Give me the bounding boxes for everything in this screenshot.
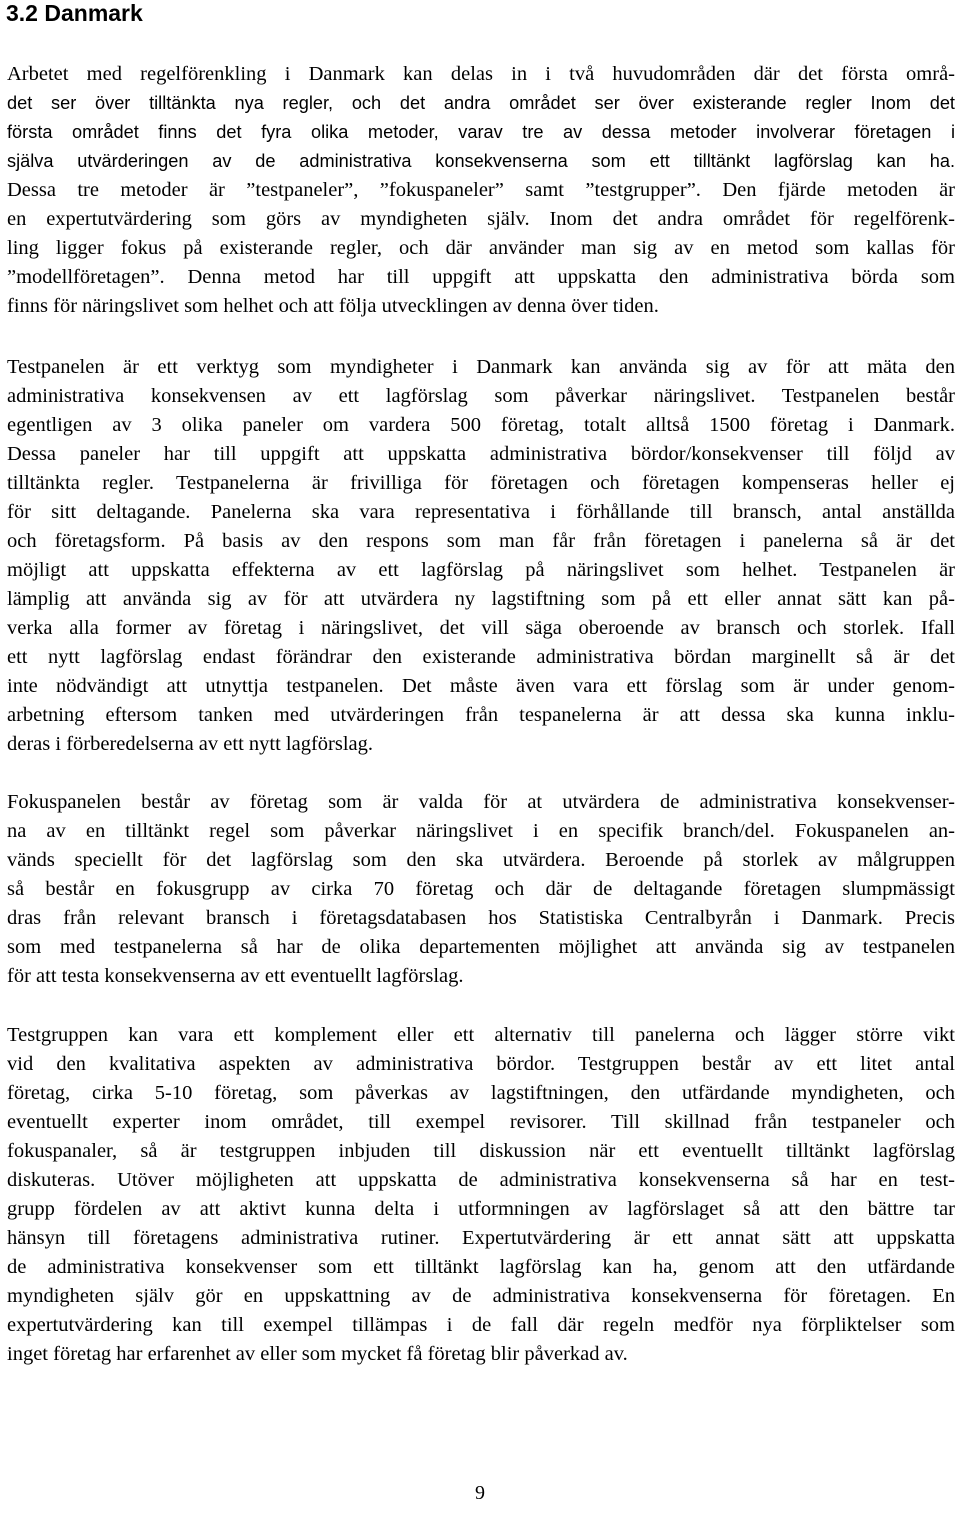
text-line: grupp fördelen av att aktivt kunna delta i utformningen av lagförslaget så att den bättre tar: [7, 1198, 955, 1220]
text-line: inget företag har erfarenhet av eller som mycket få företag blir påverkad av.: [7, 1343, 628, 1365]
text-line: för att testa konsekvenserna av ett eventuellt lagförslag.: [7, 965, 464, 987]
text-line: verka alla former av företag i näringslivet, det vill säga oberoende av bransch och storlek. Ifall: [7, 617, 955, 639]
text-line: det ser över tilltänkta nya regler, och det andra området ser över existerande regler Inom det: [7, 93, 955, 113]
text-line: inte nödvändigt att utnyttja testpanelen. Det måste även vara ett förslag som är under genom-: [7, 675, 955, 697]
text-line: som med testpanelerna så har de olika departementen möjlighet att använda sig av testpanelen: [7, 936, 955, 958]
text-line: arbetning eftersom tanken med utvärderingen från tespanelerna är att dessa ska kunna inklu-: [7, 704, 955, 726]
paragraph-testpanelen: [7, 353, 955, 759]
text-line: vid den kvalitativa aspekten av administrativa bördor. Testgruppen består av ett litet antal: [7, 1053, 955, 1075]
text-line: de administrativa konsekvenser som ett tilltänkt lagförslag kan ha, genom att den utfärdande: [7, 1256, 955, 1278]
text-line: ling ligger fokus på existerande regler, och där använder man sig av en metod som kallas för: [7, 237, 955, 259]
text-line: Dessa paneler har till uppgift att uppskatta administrativa bördor/konsekvenser till följd av: [7, 443, 955, 465]
page-number: 9: [475, 1482, 485, 1504]
text-line: för sitt deltagande. Panelerna ska vara representativa i förhållande till bransch, antal anställda: [7, 501, 955, 523]
text-line: diskuteras. Utöver möjligheten att uppskatta de administrativa konsekvenserna så har en test-: [7, 1169, 955, 1191]
text-line: dras från relevant bransch i företagsdatabasen hos Statistiska Centralbyrån i Danmark. Precis: [7, 907, 955, 929]
text-line: vänds speciellt för det lagförslag som den ska utvärdera. Beroende på storlek av målgruppen: [7, 849, 955, 871]
text-line: en expertutvärdering som görs av myndigheten själv. Inom det andra området för regelförenk-: [7, 208, 955, 230]
text-line: fokuspanaler, så är testgruppen inbjuden till diskussion när ett eventuellt tilltänkt lagförslag: [7, 1140, 955, 1162]
text-line: Testpanelen är ett verktyg som myndigheter i Danmark kan använda sig av för att mäta den: [7, 356, 955, 378]
text-line: myndigheten själv gör en uppskattning av de administrativa konsekvenserna för företagen. En: [7, 1285, 955, 1307]
text-line: deras i förberedelserna av ett nytt lagförslag.: [7, 733, 373, 755]
text-line: så består en fokusgrupp av cirka 70 företag och där de deltagande företagen slumpmässigt: [7, 878, 955, 900]
text-line: ett nytt lagförslag endast förändrar den existerande administrativa bördan marginellt så är det: [7, 646, 955, 668]
paragraph-testgruppen: [7, 1021, 955, 1369]
text-line: Dessa tre metoder är ”testpaneler”, ”fokuspaneler” samt ”testgrupper”. Den fjärde metoden är: [7, 179, 955, 201]
text-line: finns för näringslivet som helhet och att följa utvecklingen av denna över tiden.: [7, 295, 659, 317]
text-line: Arbetet med regelförenkling i Danmark kan delas in i två huvudområden där det första områ-: [7, 63, 955, 85]
text-line: lämplig att använda sig av för att utvärdera ny lagstiftning som på ett eller annat sätt kan på-: [7, 588, 955, 610]
paragraph-fokuspanelen: [7, 788, 955, 991]
text-line: möjligt att uppskatta effekterna av ett lagförslag på näringslivet som helhet. Testpanelen är: [7, 559, 955, 581]
text-line: och företagsform. På basis av den respons som man får från företagen i panelerna så är det: [7, 530, 955, 552]
text-line: ”modellföretagen”. Denna metod har till uppgift att uppskatta den administrativa börda som: [7, 266, 955, 288]
text-line: företag, cirka 5-10 företag, som påverkas av lagstiftningen, den utfärdande myndigheten, och: [7, 1082, 955, 1104]
text-line: första området finns det fyra olika metoder, varav tre av dessa metoder involverar företagen i: [7, 122, 955, 142]
text-line: hänsyn till företagens administrativa rutiner. Expertutvärdering är ett annat sätt att uppskatta: [7, 1227, 955, 1249]
text-line: egentligen av 3 olika paneler om vardera 500 företag, totalt alltså 1500 företag i Danmark.: [7, 414, 955, 436]
text-line: eventuellt experter inom området, till exempel revisorer. Till skillnad från testpaneler och: [7, 1111, 955, 1133]
text-line: Fokuspanelen består av företag som är valda för at utvärdera de administrativa konsekvenser-: [7, 791, 955, 813]
text-line: administrativa konsekvensen av ett lagförslag som påverkar näringslivet. Testpanelen består: [7, 385, 955, 407]
text-line: na av en tilltänkt regel som påverkar näringslivet i en specifik branch/del. Fokuspanelen an-: [7, 820, 955, 842]
text-line: själva utvärderingen av de administrativa konsekvenserna som ett tilltänkt lagförslag kan ha.: [7, 151, 955, 171]
text-line: Testgruppen kan vara ett komplement eller ett alternativ till panelerna och lägger större vikt: [7, 1024, 955, 1046]
paragraph-overview: [7, 60, 955, 321]
text-line: expertutvärdering kan till exempel tillämpas i de fall där regeln medför nya förpliktelser som: [7, 1314, 955, 1336]
section-heading: 3.2 Danmark: [6, 0, 143, 26]
text-line: tilltänkta regler. Testpanelerna är frivilliga för företagen och företagen kompenseras heller ej: [7, 472, 955, 494]
